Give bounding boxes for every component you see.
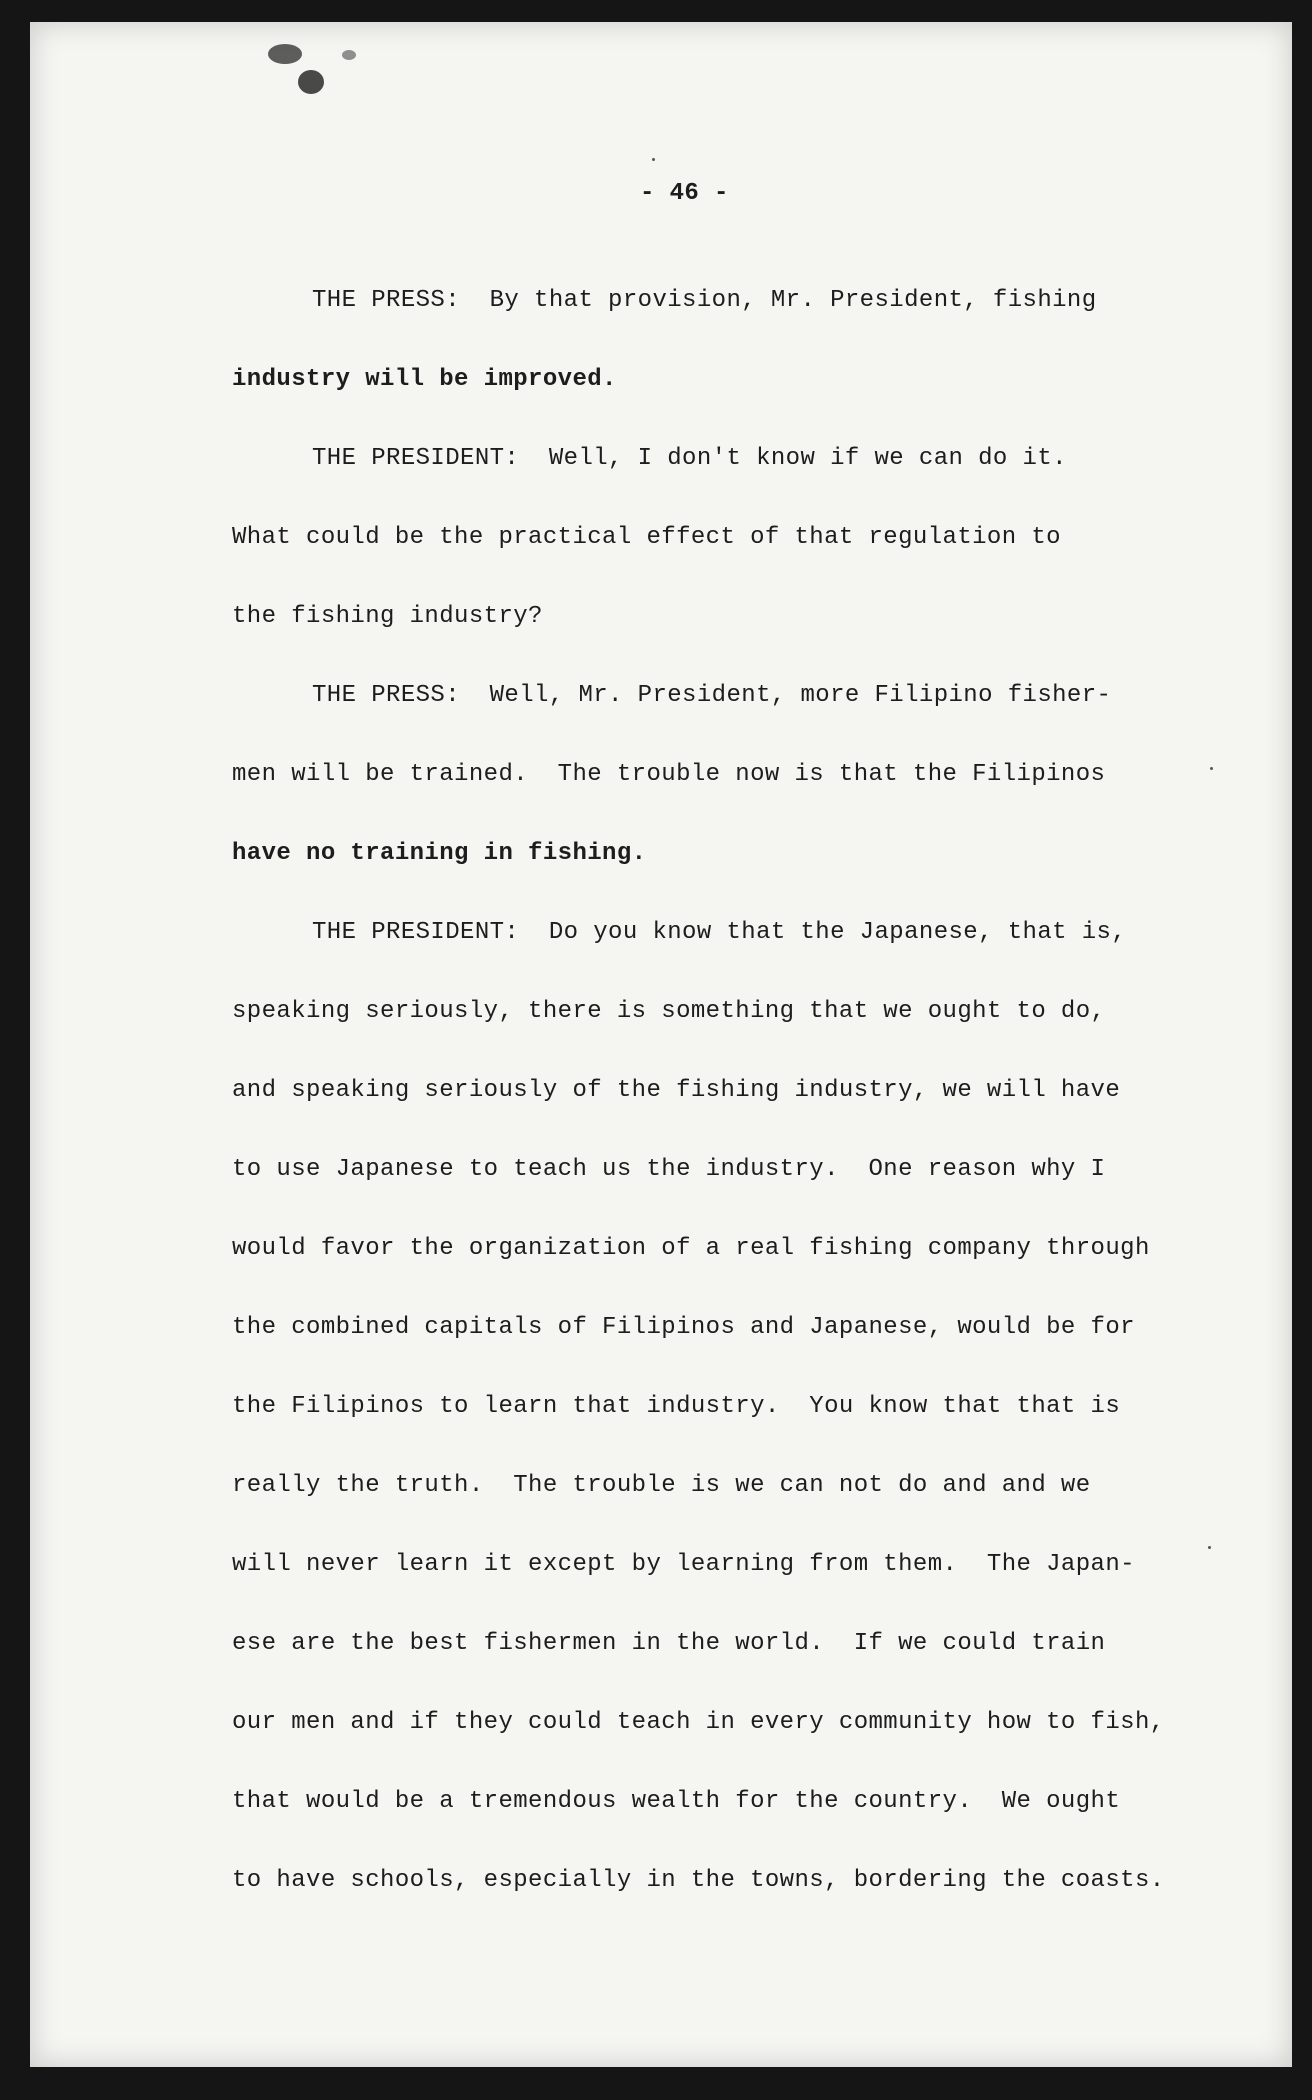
text-line: the combined capitals of Filipinos and Japanese, would be for: [232, 1314, 1135, 1341]
text-line: will never learn it except by learning from them. The Japan-: [232, 1551, 1135, 1578]
text-line: THE PRESIDENT: Do you know that the Japanese, that is,: [312, 919, 1127, 946]
text-line: men will be trained. The trouble now is that the Filipinos: [232, 761, 1106, 788]
page-number: - 46 -: [640, 180, 729, 207]
text-line: to have schools, especially in the towns, bordering the coasts.: [232, 1867, 1165, 1894]
text-line: that would be a tremendous wealth for the country. We ought: [232, 1788, 1121, 1815]
text-line: industry will be improved.: [232, 366, 617, 393]
document-page: [30, 22, 1292, 2067]
text-line: really the truth. The trouble is we can not do and and we: [232, 1472, 1091, 1499]
text-line: ese are the best fishermen in the world. If we could train: [232, 1630, 1106, 1657]
text-line: THE PRESS: Well, Mr. President, more Filipino fisher-: [312, 682, 1112, 709]
text-line: would favor the organization of a real fishing company through: [232, 1235, 1150, 1262]
text-line: to use Japanese to teach us the industry. One reason why I: [232, 1156, 1106, 1183]
text-line: THE PRESIDENT: Well, I don't know if we can do it.: [312, 445, 1067, 472]
text-line: THE PRESS: By that provision, Mr. President, fishing: [312, 287, 1097, 314]
text-line: the Filipinos to learn that industry. You know that that is: [232, 1393, 1121, 1420]
text-line: and speaking seriously of the fishing industry, we will have: [232, 1077, 1121, 1104]
text-line: have no training in fishing.: [232, 840, 647, 867]
text-line: What could be the practical effect of that regulation to: [232, 524, 1061, 551]
typed-text: [30, 22, 1292, 2067]
text-line: the fishing industry?: [232, 603, 543, 630]
text-line: our men and if they could teach in every community how to fish,: [232, 1709, 1165, 1736]
text-line: speaking seriously, there is something that we ought to do,: [232, 998, 1106, 1025]
